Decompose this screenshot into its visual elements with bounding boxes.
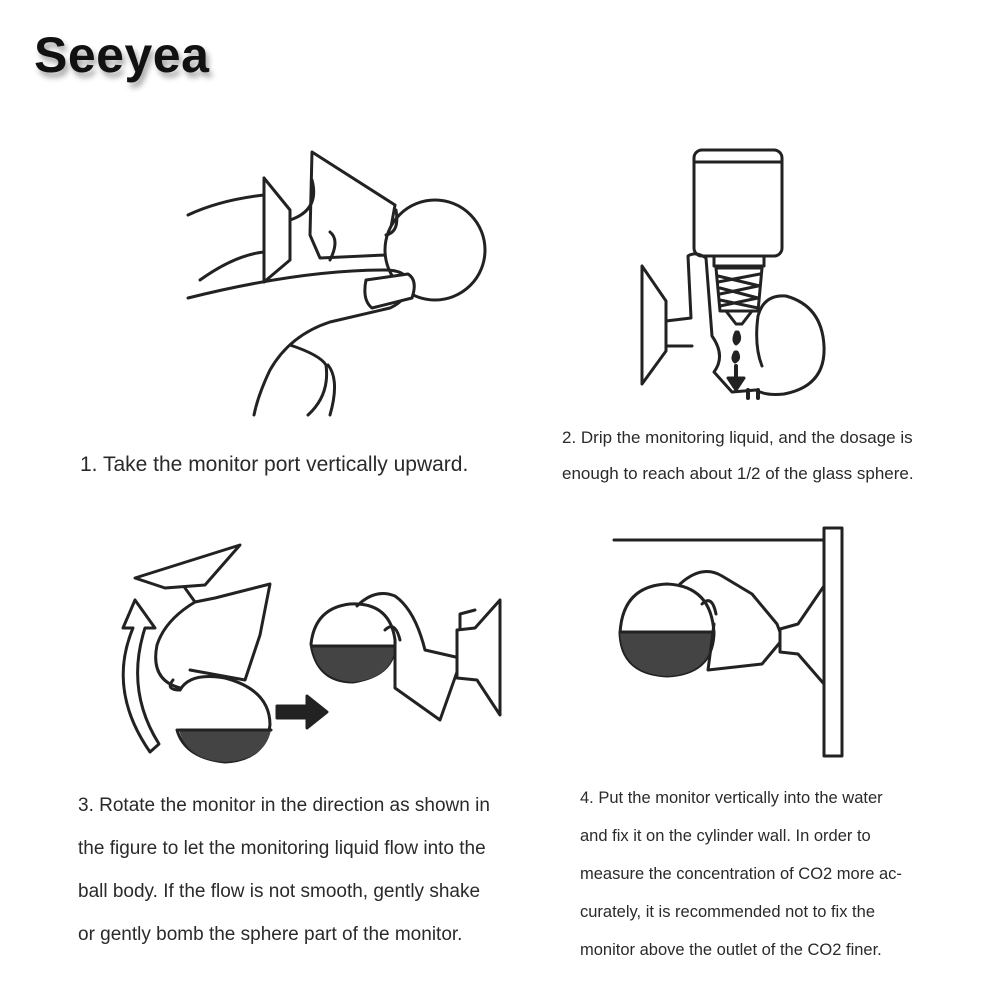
step3-line: 3. Rotate the monitor in the direction as shown in [78,795,490,816]
step2-line: 2. Drip the monitoring liquid, and the dosage is [562,428,913,447]
step4-line: 4. Put the monitor vertically into the water [580,789,883,807]
step1-line: 1. Take the monitor port vertically upward. [80,453,469,476]
step3-line: or gently bomb the sphere part of the monitor. [78,924,463,945]
step1-caption [80,453,468,477]
step2-caption [562,420,962,492]
step3-line: ball body. If the flow is not smooth, gently shake [78,881,481,902]
step4-line: measure the concentration of CO2 more ac- [580,865,902,883]
step2-line: enough to reach about 1/2 of the glass sphere. [562,464,914,483]
brand-logo: Seeyea [34,27,210,83]
step2-illustration [636,146,876,406]
step4-line: and fix it on the cylinder wall. In order to [580,827,871,845]
step4-line: curately, it is recommended not to fix the [580,903,875,921]
step3-line: the figure to let the monitoring liquid flow into the [78,838,486,859]
step4-caption [580,779,940,969]
step1-illustration [180,140,500,420]
step3-illustration [95,540,515,770]
step4-line: monitor above the outlet of the CO2 finer. [580,941,882,959]
step3-caption [78,784,538,956]
step4-illustration [612,524,852,759]
